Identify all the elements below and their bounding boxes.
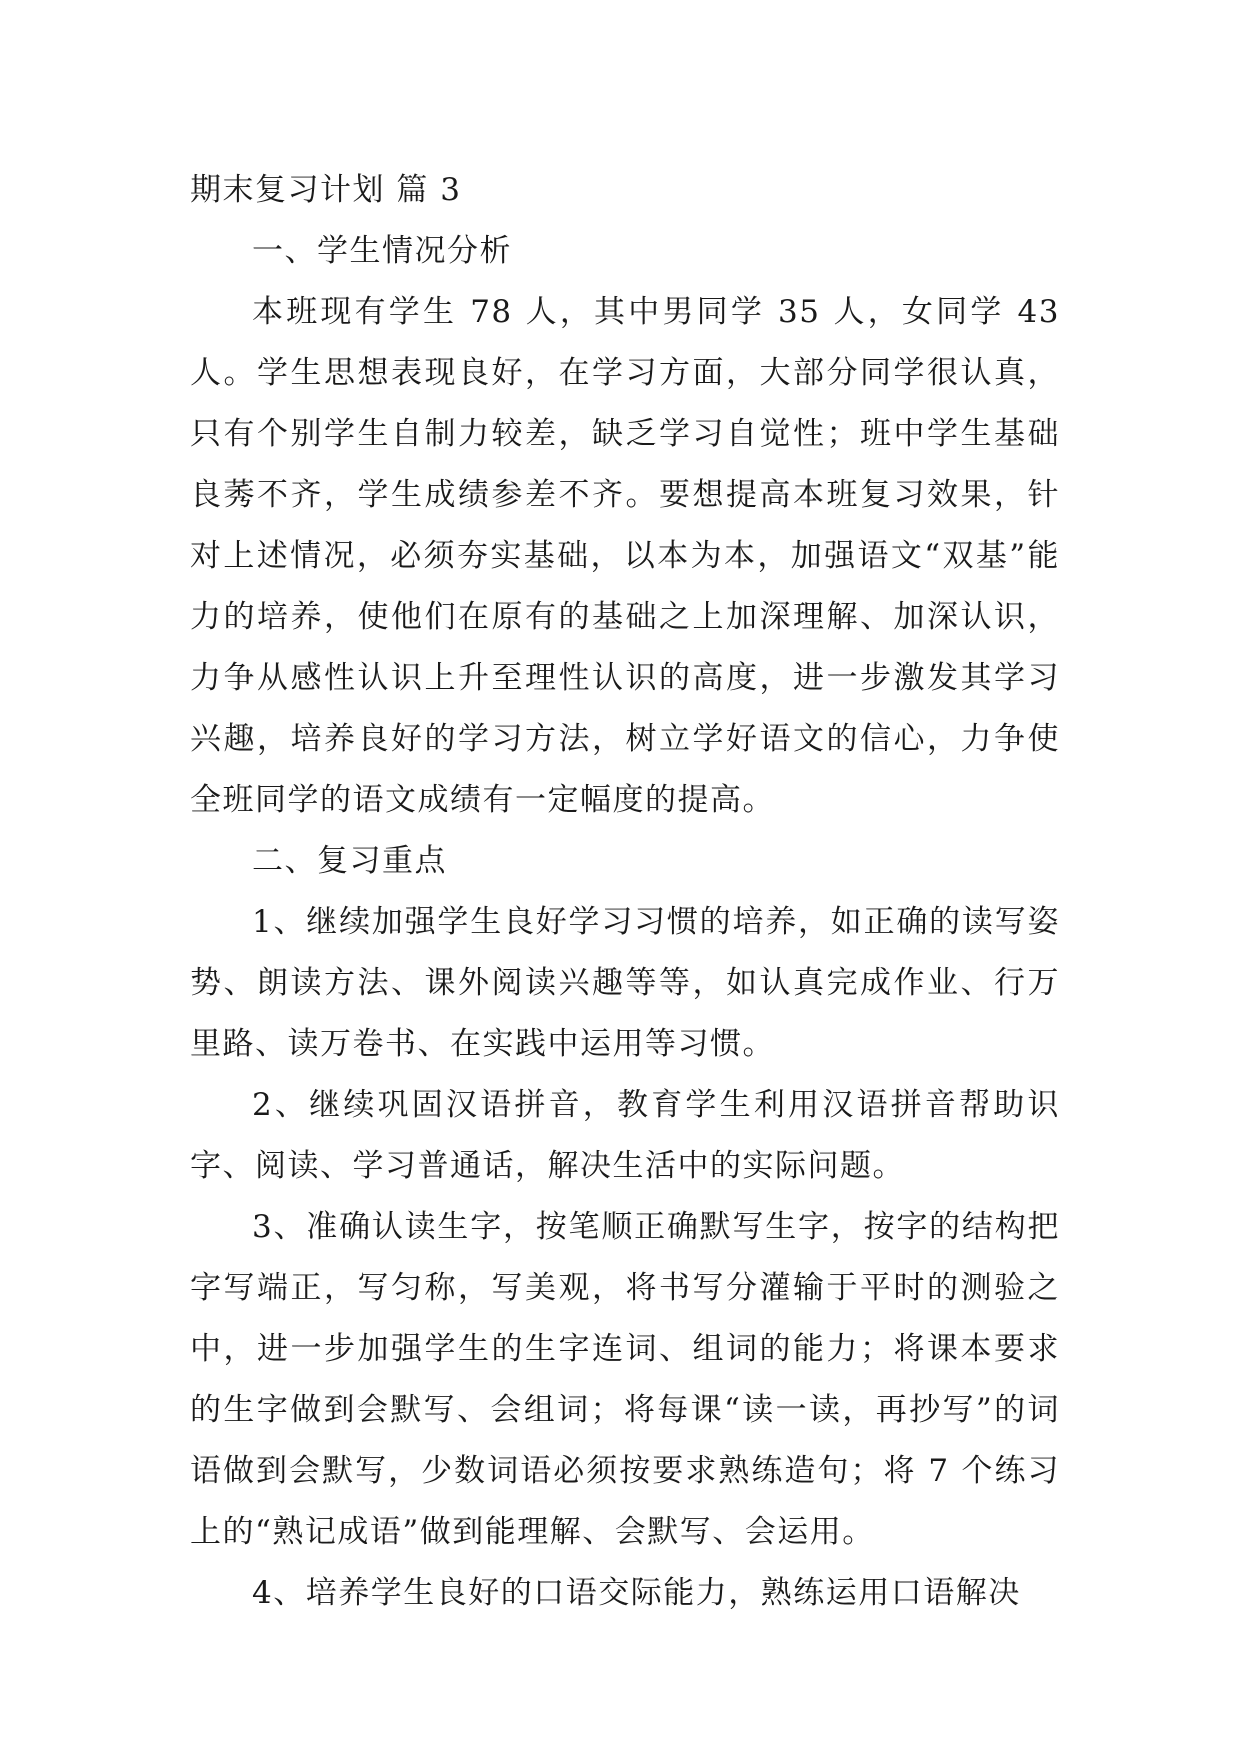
section-heading-review-focus: 二、复习重点 bbox=[252, 843, 447, 879]
document-body bbox=[190, 160, 1060, 1624]
paragraph-item-4: 4、培养学生良好的口语交际能力，熟练运用口语解决 bbox=[252, 1575, 1021, 1611]
paragraph-item-2: 2、继续巩固汉语拼音，教育学生利用汉语拼音帮助识字、阅读、学习普通话，解决生活中的实际问题。 bbox=[190, 1087, 1060, 1184]
document-title: 期末复习计划 篇 3 bbox=[190, 172, 462, 208]
paragraph-item-1: 1、继续加强学生良好学习习惯的培养，如正确的读写姿势、朗读方法、课外阅读兴趣等等，如认真完成作业、行万里路、读万卷书、在实践中运用等习惯。 bbox=[190, 904, 1060, 1062]
paragraph-student-analysis: 本班现有学生 78 人，其中男同学 35 人，女同学 43 人。学生思想表现良好，在学习方面，大部分同学很认真，只有个别学生自制力较差，缺乏学习自觉性；班中学生基础良莠不齐，学生成绩参差不齐。要想提高本班复习效果，针对上述情况，必须夯实基础，以本为本，加强语文“双基”能力的培养，使他们在原有的基础之上加深理解、加深认识，力争从感性认识上升至理性认识的高度，进一步激发其学习兴趣，培养良好的学习方法，树立学好语文的信心，力争使全班同学的语文成绩有一定幅度的提高。 bbox=[190, 294, 1060, 818]
paragraph-item-3: 3、准确认读生字，按笔顺正确默写生字，按字的结构把字写端正，写匀称，写美观，将书写分灌输于平时的测验之中，进一步加强学生的生字连词、组词的能力；将课本要求的生字做到会默写、会组词；将每课“读一读，再抄写”的词语做到会默写，少数词语必须按要求熟练造句；将 7 个练习上的“熟记成语”做到能理解、会默写、会运用。 bbox=[190, 1209, 1060, 1550]
section-heading-student-analysis: 一、学生情况分析 bbox=[252, 233, 512, 269]
